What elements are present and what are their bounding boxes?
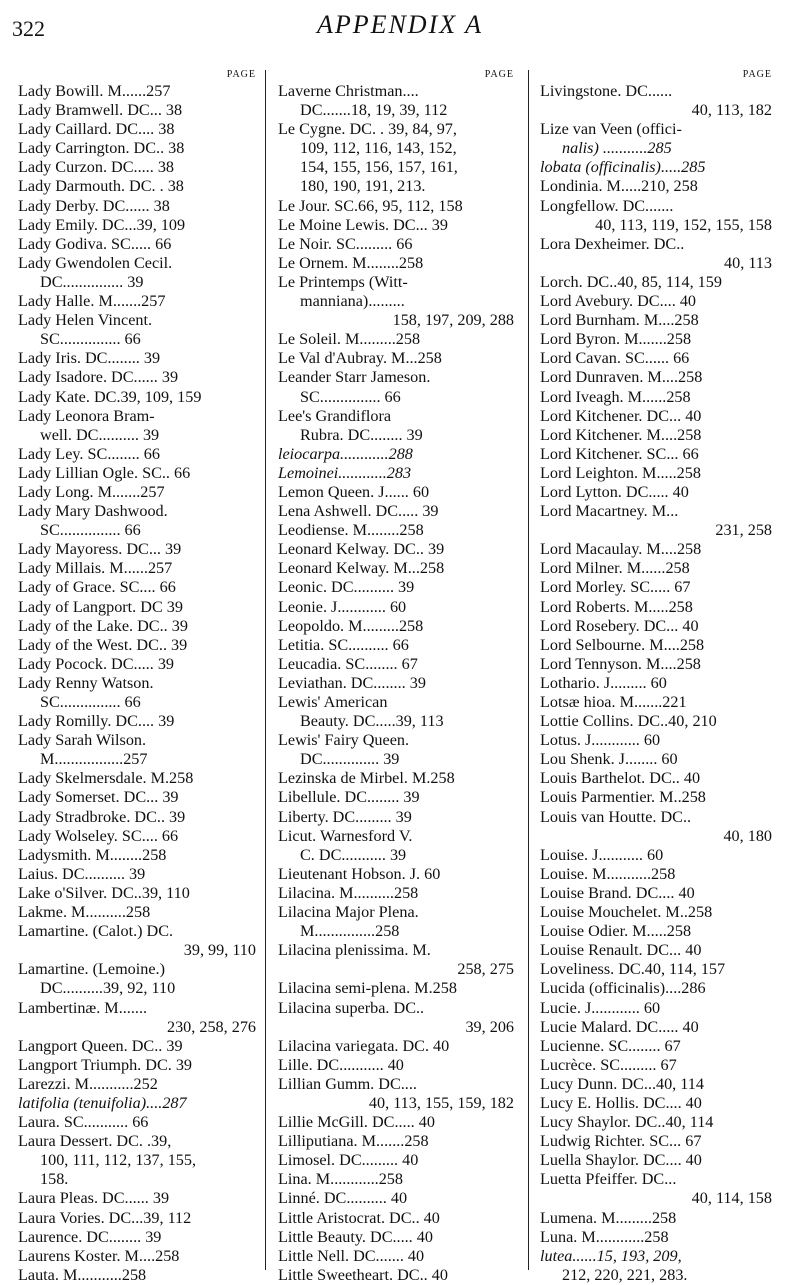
index-entry: Letitia. SC.......... 66	[278, 635, 409, 654]
index-entry: Louise Renault. DC... 40	[540, 941, 702, 960]
index-entry: Lady Bramwell. DC... 38	[18, 101, 183, 120]
index-entry: Lena Ashwell. DC..... 39	[278, 502, 439, 521]
index-entry: Lothario. J......... 60	[540, 673, 667, 692]
index-entry: Lady Halle. M.......257	[18, 292, 166, 311]
index-entry: 39, 99, 110	[183, 941, 256, 960]
index-entry: Lou Shenk. J........ 60	[540, 750, 678, 769]
index-entry: Lady Darmouth. DC. . 38	[18, 177, 184, 196]
index-entry: Lady of the Lake. DC.. 39	[18, 616, 188, 635]
index-entry: Lady Skelmersdale. M.258	[18, 769, 194, 788]
index-entry: Lord Dunraven. M....258	[540, 368, 703, 387]
index-entry: Leonard Kelway. M...258	[278, 559, 445, 578]
index-entry: Louise Odier. M.....258	[540, 922, 692, 941]
index-entry: Louise. J........... 60	[540, 845, 664, 864]
index-entry: Lumena. M.........258	[540, 1208, 677, 1227]
index-entry: Louise Mouchelet. M..258	[540, 903, 713, 922]
index-entry: Lord Macartney. M...	[540, 502, 679, 521]
index-entry: Lord Iveagh. M......258	[540, 387, 691, 406]
index-entry: Lady Isadore. DC...... 39	[18, 368, 179, 387]
index-entry: 231, 258	[715, 521, 772, 540]
index-entry: Lord Macaulay. M....258	[540, 540, 702, 559]
index-entry: Leander Starr Jameson.	[278, 368, 431, 387]
index-entry: Lady Godiva. SC..... 66	[18, 234, 172, 253]
index-entry: 39, 206	[465, 1017, 514, 1036]
index-entry: 154, 155, 156, 157, 161,	[300, 158, 458, 177]
index-entry: Lady Emily. DC...39, 109	[18, 215, 186, 234]
index-entry: Lady Wolseley. SC.... 66	[18, 826, 179, 845]
index-entry: Lady Derby. DC...... 38	[18, 196, 170, 215]
index-entry: Louis Barthelot. DC.. 40	[540, 769, 701, 788]
index-entry: Laurens Koster. M....258	[18, 1246, 180, 1265]
index-entry: Lord Morley. SC..... 67	[540, 578, 691, 597]
index-entry: Lady Ley. SC........ 66	[18, 444, 160, 463]
index-entry: Louise. M...........258	[540, 864, 676, 883]
index-entry: 40, 113	[724, 253, 772, 272]
index-entry: Lady of Grace. SC.... 66	[18, 578, 176, 597]
index-entry: Lady Curzon. DC..... 38	[18, 158, 175, 177]
index-entry: DC.......18, 19, 39, 112	[300, 101, 448, 120]
index-entry: Little Beauty. DC..... 40	[278, 1227, 433, 1246]
index-entry: Lemoinei............283	[278, 463, 412, 482]
index-entry: Rubra. DC........ 39	[300, 425, 423, 444]
index-entry: Le Noir. SC......... 66	[278, 234, 413, 253]
index-entry: Libellule. DC........ 39	[278, 788, 420, 807]
index-entry: Lady Mary Dashwood.	[18, 502, 168, 521]
index-entry: Livingstone. DC......	[540, 82, 673, 100]
index-entry: manniana).........	[300, 292, 405, 311]
index-entry: Londinia. M.....210, 258	[540, 177, 698, 196]
index-entry: Lady Gwendolen Cecil.	[18, 253, 173, 272]
index-entry: Lina. M............258	[278, 1170, 403, 1189]
index-entry: Lord Burnham. M....258	[540, 311, 699, 330]
index-entry: Leviathan. DC........ 39	[278, 673, 426, 692]
index-entry: Lady Caillard. DC.... 38	[18, 120, 175, 139]
index-entry: Lora Dexheimer. DC..	[540, 234, 685, 253]
index-entry: Leucadia. SC........ 67	[278, 654, 418, 673]
index-entry: Little Sweetheart. DC.. 40	[278, 1265, 448, 1284]
index-entry: Lilacina superba. DC..	[278, 998, 425, 1017]
column-heading: PAGE	[226, 69, 256, 80]
index-entry: Lucy Dunn. DC...40, 114	[540, 1074, 704, 1093]
index-entry: Lucie Malard. DC..... 40	[540, 1017, 699, 1036]
index-entry: Lucy Shaylor. DC..40, 114	[540, 1113, 714, 1132]
index-entry: well. DC.......... 39	[40, 425, 160, 444]
index-entry: Lord Tennyson. M....258	[540, 654, 701, 673]
index-entry: Lewis' American	[278, 693, 388, 711]
index-entry: Lady Renny Watson.	[18, 673, 154, 692]
index-entry: leiocarpa............288	[278, 444, 413, 463]
column-heading: PAGE	[742, 69, 772, 80]
index-entry: DC.............. 39	[300, 750, 400, 769]
index-entry: Luna. M............258	[540, 1227, 669, 1246]
index-entry: Lilacina variegata. DC. 40	[278, 1036, 450, 1055]
index-entry: Little Nell. DC....... 40	[278, 1246, 425, 1265]
index-entry: Lieutenant Hobson. J. 60	[278, 864, 441, 883]
index-entry: Beauty. DC.....39, 113	[300, 712, 444, 731]
index-entry: Licut. Warnesford V.	[278, 826, 413, 845]
index-entry: Le Val d'Aubray. M...258	[278, 349, 442, 368]
index-entry: C. DC........... 39	[300, 845, 407, 864]
index-entry: Lottie Collins. DC..40, 210	[540, 712, 717, 731]
index-entry: Lady Carrington. DC.. 38	[18, 139, 185, 158]
index-entry: Lucrèce. SC......... 67	[540, 1055, 677, 1074]
index-entry: Laius. DC.......... 39	[18, 864, 146, 883]
index-entry: 40, 114, 158	[691, 1189, 772, 1208]
index-entry: Limosel. DC......... 40	[278, 1151, 419, 1170]
index-entry: Laura. SC........... 66	[18, 1113, 149, 1132]
index-entry: Leonie. J............ 60	[278, 597, 407, 616]
column-heading: PAGE	[484, 69, 514, 80]
index-entry: Lady Pocock. DC..... 39	[18, 654, 175, 673]
index-entry: Lee's Grandiflora	[278, 406, 392, 425]
index-entry: Lambertinæ. M.......	[18, 998, 148, 1017]
index-entry: Laura Dessert. DC. .39,	[18, 1132, 172, 1151]
index-entry: Lady Lillian Ogle. SC.. 66	[18, 463, 191, 482]
index-entry: 40, 180	[723, 826, 772, 845]
index-entry: 180, 190, 191, 213.	[300, 177, 426, 196]
index-entry: SC............... 66	[300, 387, 401, 406]
index-entry: Lady Helen Vincent.	[18, 311, 153, 330]
index-entry: Le Soleil. M.........258	[278, 330, 421, 349]
index-entry: Laverne Christman....	[278, 82, 419, 100]
index-column-2	[278, 68, 514, 1284]
index-entry: Lotsæ hioa. M.......221	[540, 693, 687, 711]
index-entry: Le Moine Lewis. DC... 39	[278, 215, 448, 234]
index-entry: Lake o'Silver. DC..39, 110	[18, 883, 190, 902]
index-entry: Lady Kate. DC.39, 109, 159	[18, 387, 202, 406]
index-entry: Lilacina. M..........258	[278, 883, 419, 902]
index-entry: Lord Byron. M.......258	[540, 330, 692, 349]
index-column-3	[540, 68, 772, 1284]
index-entry: M.................257	[40, 750, 148, 769]
column-divider	[528, 70, 529, 1270]
index-entry: Luetta Pfeiffer. DC...	[540, 1170, 677, 1189]
index-entry: Lady Leonora Bram-	[18, 406, 155, 425]
column-divider	[265, 70, 266, 1270]
index-entry: Leopoldo. M.........258	[278, 616, 424, 635]
index-entry: Lady Millais. M......257	[18, 559, 173, 578]
index-entry: Laura Vories. DC...39, 112	[18, 1208, 192, 1227]
index-entry: Lady Bowill. M......257	[18, 82, 171, 100]
index-entry: Laura Pleas. DC...... 39	[18, 1189, 170, 1208]
index-entry: Luella Shaylor. DC.... 40	[540, 1151, 702, 1170]
index-entry: Lize van Veen (offici-	[540, 120, 682, 139]
index-entry: 40, 113, 119, 152, 155, 158	[595, 215, 772, 234]
index-entry: latifolia (tenuifolia)....287	[18, 1093, 187, 1112]
index-entry: Lord Lytton. DC..... 40	[540, 482, 689, 501]
index-entry: M...............258	[300, 922, 400, 941]
index-entry: Ludwig Richter. SC... 67	[540, 1132, 702, 1151]
index-entry: Lady Romilly. DC.... 39	[18, 712, 175, 731]
index-entry: Lilacina Major Plena.	[278, 903, 419, 922]
index-entry: Lamartine. (Lemoine.)	[18, 960, 165, 979]
index-entry: 230, 258, 276	[166, 1017, 256, 1036]
index-entry: Leonic. DC.......... 39	[278, 578, 415, 597]
index-entry: Louis Parmentier. M..258	[540, 788, 706, 807]
index-entry: Leonard Kelway. DC.. 39	[278, 540, 445, 559]
index-entry: Leodiense. M........258	[278, 521, 424, 540]
index-entry: Le Ornem. M........258	[278, 253, 424, 272]
index-entry: Langport Queen. DC.. 39	[18, 1036, 183, 1055]
index-entry: Le Cygne. DC. . 39, 84, 97,	[278, 120, 457, 139]
index-entry: Longfellow. DC.......	[540, 196, 674, 215]
index-entry: SC............... 66	[40, 330, 141, 349]
index-entry: Lauta. M...........258	[18, 1265, 147, 1284]
index-entry: nalis) ...........285	[562, 139, 672, 158]
index-entry: 258, 275	[457, 960, 514, 979]
index-entry: Lord Avebury. DC.... 40	[540, 292, 697, 311]
index-entry: Lord Cavan. SC...... 66	[540, 349, 690, 368]
index-entry: Lord Selbourne. M....258	[540, 635, 705, 654]
index-entry: Lady Long. M.......257	[18, 482, 165, 501]
index-entry: Lamartine. (Calot.) DC.	[18, 922, 174, 941]
index-entry: SC............... 66	[40, 693, 141, 711]
index-entry: Lord Kitchener. SC... 66	[540, 444, 699, 463]
index-entry: 212, 220, 221, 283.	[562, 1265, 688, 1284]
index-entry: Lille. DC........... 40	[278, 1055, 404, 1074]
index-entry: Lilliputiana. M.......258	[278, 1132, 429, 1151]
index-entry: Lucienne. SC........ 67	[540, 1036, 681, 1055]
index-entry: Lilacina semi-plena. M.258	[278, 979, 457, 998]
index-entry: Lewis' Fairy Queen.	[278, 731, 410, 750]
index-entry: Lilacina plenissima. M.	[278, 941, 431, 960]
index-entry: Lorch. DC..40, 85, 114, 159	[540, 272, 722, 291]
index-entry: Lemon Queen. J...... 60	[278, 482, 430, 501]
index-entry: Le Printemps (Witt-	[278, 272, 408, 291]
index-entry: Loveliness. DC.40, 114, 157	[540, 960, 726, 979]
index-entry: Lord Leighton. M.....258	[540, 463, 701, 482]
index-entry: DC..........39, 92, 110	[40, 979, 176, 998]
index-entry: Lucida (officinalis)....286	[540, 979, 706, 998]
index-entry: Lotus. J............ 60	[540, 731, 661, 750]
index-entry: Larezzi. M...........252	[18, 1074, 158, 1093]
index-entry: Ladysmith. M........258	[18, 845, 167, 864]
index-entry: 158.	[40, 1170, 69, 1189]
index-entry: Lucie. J............ 60	[540, 998, 661, 1017]
index-entry: Lady Somerset. DC... 39	[18, 788, 179, 807]
index-entry: 40, 113, 182	[691, 101, 772, 120]
index-entry: Lillie McGill. DC..... 40	[278, 1113, 435, 1132]
index-entry: Lakme. M..........258	[18, 903, 151, 922]
index-entry: Lillian Gumm. DC....	[278, 1074, 417, 1093]
index-entry: Le Jour. SC.66, 95, 112, 158	[278, 196, 463, 215]
index-entry: Lady of Langport. DC 39	[18, 597, 183, 616]
index-entry: lobata (officinalis).....285	[540, 158, 706, 177]
index-entry: Louise Brand. DC.... 40	[540, 883, 695, 902]
index-entry: lutea......15, 193, 209,	[540, 1246, 682, 1265]
index-entry: Louis van Houtte. DC..	[540, 807, 692, 826]
index-entry: Lord Roberts. M.....258	[540, 597, 693, 616]
index-entry: 100, 111, 112, 137, 155,	[40, 1151, 197, 1170]
index-entry: Liberty. DC......... 39	[278, 807, 412, 826]
index-entry: Little Aristocrat. DC.. 40	[278, 1208, 440, 1227]
index-column-1	[18, 68, 256, 1284]
index-entry: 40, 113, 155, 159, 182	[368, 1093, 514, 1112]
index-entry: DC............... 39	[40, 272, 144, 291]
index-entry: Lady Mayoress. DC... 39	[18, 540, 182, 559]
index-entry: 109, 112, 116, 143, 152,	[300, 139, 457, 158]
page-header	[0, 6, 800, 46]
index-entry: Lord Kitchener. M....258	[540, 425, 702, 444]
index-entry: Lady Stradbroke. DC.. 39	[18, 807, 186, 826]
index-entry: Lady Sarah Wilson.	[18, 731, 147, 750]
running-title: APPENDIX A	[316, 10, 484, 39]
index-entry: Lord Kitchener. DC... 40	[540, 406, 702, 425]
index-entry: Laurence. DC........ 39	[18, 1227, 162, 1246]
index-entry: SC............... 66	[40, 521, 141, 540]
index-entry: 158, 197, 209, 288	[392, 311, 514, 330]
index-entry: Linné. DC.......... 40	[278, 1189, 408, 1208]
index-entry: Lord Rosebery. DC... 40	[540, 616, 699, 635]
index-entry: Lezinska de Mirbel. M.258	[278, 769, 455, 788]
index-entry: Lord Milner. M......258	[540, 559, 690, 578]
index-entry: Lady Iris. DC........ 39	[18, 349, 161, 368]
index-entry: Lucy E. Hollis. DC.... 40	[540, 1093, 702, 1112]
index-entry: Lady of the West. DC.. 39	[18, 635, 188, 654]
page-number: 322	[12, 16, 45, 41]
index-entry: Langport Triumph. DC. 39	[18, 1055, 193, 1074]
